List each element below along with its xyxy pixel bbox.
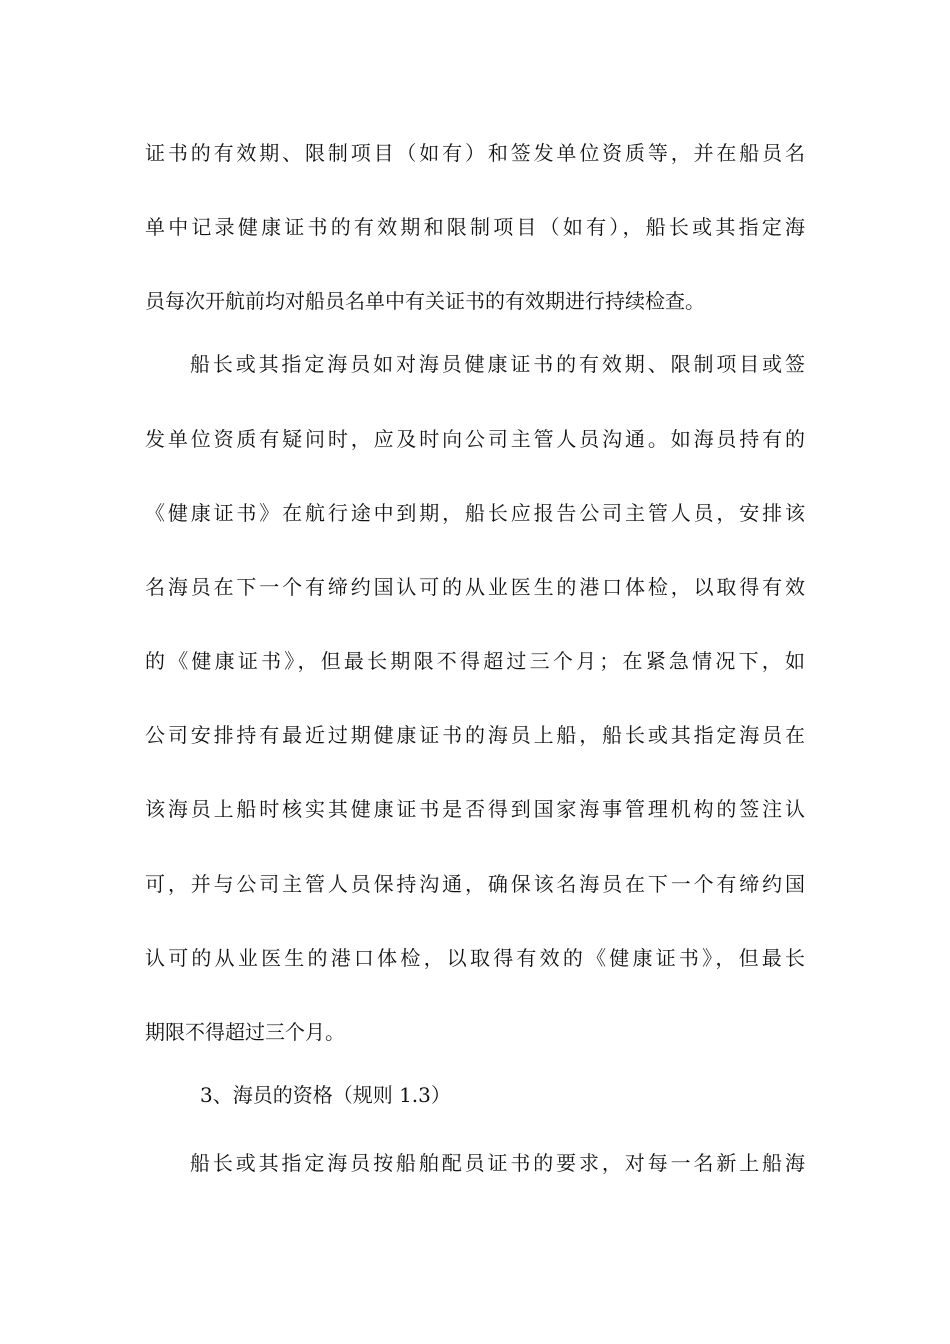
text-line-3: 员每次开航前均对船员名单中有关证书的有效期进行持续检查。 [145,289,705,313]
text-line-6: 《健康证书》在航行途中到期，船长应报告公司主管人员，安排该 [145,501,805,525]
text-line-13: 期限不得超过三个月。 [145,1020,345,1044]
text-line-5: 发单位资质有疑问时，应及时向公司主管人员沟通。如海员持有的 [145,427,805,451]
section-heading: 3、海员的资格（规则 1.3） [200,1083,451,1107]
text-line-8: 的《健康证书》，但最长期限不得超过三个月；在紧急情况下，如 [145,649,805,673]
text-line-9: 公司安排持有最近过期健康证书的海员上船，船长或其指定海员在 [145,723,805,747]
text-line-12: 认可的从业医生的港口体检，以取得有效的《健康证书》，但最长 [145,946,805,970]
text-line-1: 证书的有效期、限制项目（如有）和签发单位资质等，并在船员名 [145,141,805,165]
text-line-7: 名海员在下一个有缔约国认可的从业医生的港口体检，以取得有效 [145,575,805,599]
text-line-4: 船长或其指定海员如对海员健康证书的有效期、限制项目或签 [190,352,805,376]
text-line-11: 可，并与公司主管人员保持沟通，确保该名海员在下一个有缔约国 [145,872,805,896]
text-line-15: 船长或其指定海员按船舶配员证书的要求，对每一名新上船海 [190,1151,805,1175]
text-line-10: 该海员上船时核实其健康证书是否得到国家海事管理机构的签注认 [145,797,805,821]
text-line-2: 单中记录健康证书的有效期和限制项目（如有），船长或其指定海 [145,215,805,239]
